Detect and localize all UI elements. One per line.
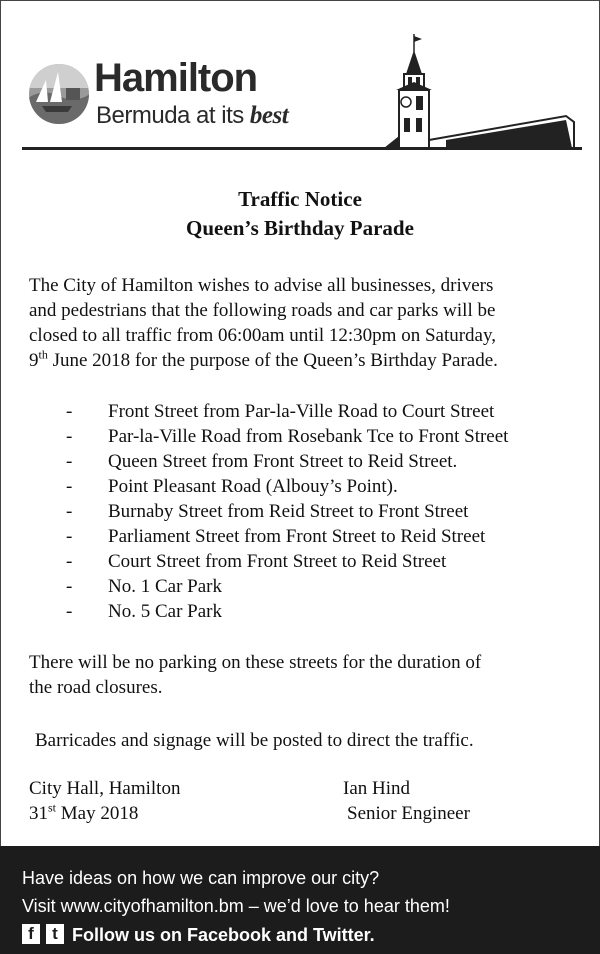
list-item [66, 574, 508, 599]
notice-title: Traffic Notice [238, 187, 362, 211]
facebook-icon[interactable]: f [22, 924, 40, 944]
list-item [66, 449, 508, 474]
closure-text: Court Street from Front Street to Reid Street [108, 551, 447, 572]
bullet-dash: - [66, 526, 73, 547]
closure-text: Par-la-Ville Road from Rosebank Tce to Front Street [108, 426, 509, 447]
footer-banner [0, 846, 600, 954]
list-item [66, 599, 508, 624]
closure-text: Burnaby Street from Reid Street to Front Street [108, 501, 469, 522]
brand-name: Hamilton [94, 56, 258, 100]
signature-place: City Hall, Hamilton [29, 778, 181, 799]
list-item [66, 424, 508, 449]
bullet-dash: - [66, 401, 73, 422]
bullet-dash: - [66, 451, 73, 472]
bullet-dash: - [66, 426, 73, 447]
header-divider [22, 147, 582, 150]
city-hall-tower-illustration [376, 30, 586, 150]
parking-paragraph [29, 650, 589, 700]
hamilton-logo-icon [28, 58, 90, 130]
intro-line: and pedestrians that the following roads and car parks will be [29, 300, 496, 321]
intro-line [29, 348, 589, 373]
intro-line: The City of Hamilton wishes to advise all businesses, drivers [29, 275, 494, 296]
brand-tagline-emphasis: best [249, 102, 289, 129]
notice-subtitle: Queen’s Birthday Parade [186, 216, 414, 240]
intro-day-suffix: th [38, 347, 48, 362]
footer-visit-line: Visit www.cityofhamilton.bm – we’d love to hear them! [22, 896, 450, 916]
intro-rest: June 2018 for the purpose of the Queen’s Birthday Parade. [47, 350, 498, 371]
bullet-dash: - [66, 501, 73, 522]
intro-paragraph [29, 273, 589, 373]
closure-list [66, 399, 508, 624]
bullet-dash: - [66, 551, 73, 572]
brand-tagline [96, 103, 288, 128]
list-item [66, 524, 508, 549]
twitter-icon[interactable]: t [46, 924, 64, 944]
bullet-dash: - [66, 476, 73, 497]
list-item [66, 499, 508, 524]
signature-date [29, 801, 138, 826]
signature-name: Ian Hind [343, 778, 411, 799]
list-item [66, 474, 508, 499]
parking-line: the road closures. [29, 677, 163, 698]
signature-date-day: 31 [29, 803, 48, 824]
closure-text: No. 1 Car Park [108, 576, 222, 597]
footer-ideas-line: Have ideas on how we can improve our city? [22, 868, 380, 888]
barricades-paragraph: Barricades and signage will be posted to direct the traffic. [35, 730, 474, 751]
signature-date-rest: May 2018 [56, 803, 139, 824]
intro-line: closed to all traffic from 06:00am until 12:30pm on Saturday, [29, 325, 496, 346]
closure-text: Point Pleasant Road (Albouy’s Point). [108, 476, 398, 497]
bullet-dash: - [66, 601, 73, 622]
intro-day: 9 [29, 350, 39, 371]
closure-text: Queen Street from Front Street to Reid Street. [108, 451, 458, 472]
list-item [66, 549, 508, 574]
parking-line: There will be no parking on these streets for the duration of [29, 652, 482, 673]
list-item [66, 399, 508, 424]
signature-date-suffix: st [48, 800, 57, 815]
brand-tagline-text: Bermuda at its [96, 102, 250, 129]
follow-us-text: Follow us on Facebook and Twitter. [72, 925, 375, 945]
closure-text: No. 5 Car Park [108, 601, 222, 622]
header [0, 0, 600, 150]
signature-title: Senior Engineer [347, 803, 470, 824]
closure-text: Parliament Street from Front Street to Reid Street [108, 526, 486, 547]
bullet-dash: - [66, 576, 73, 597]
closure-text: Front Street from Par-la-Ville Road to Court Street [108, 401, 495, 422]
